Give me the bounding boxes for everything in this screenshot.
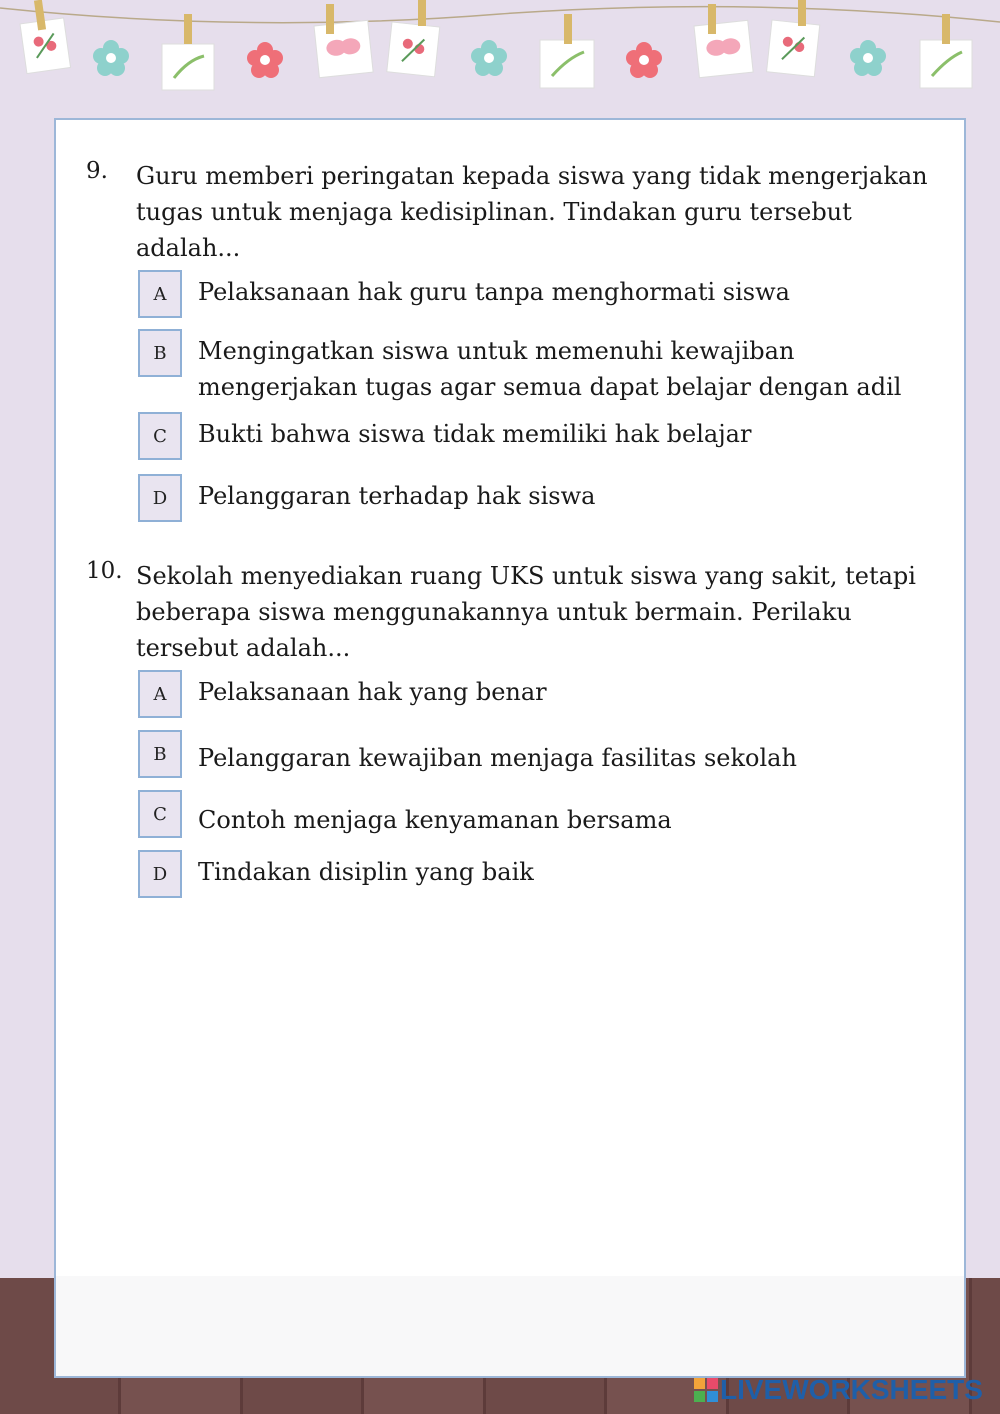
- teal-flower-icon: [850, 40, 886, 76]
- option-letter-box[interactable]: B: [138, 730, 182, 778]
- option-letter-box[interactable]: B: [138, 329, 182, 377]
- decorative-garland: [0, 0, 1000, 100]
- option-text: Bukti bahwa siswa tidak memiliki hak belajar: [198, 420, 752, 448]
- option-text: Pelanggaran terhadap hak siswa: [198, 482, 596, 510]
- option-text: Mengingatkan siswa untuk memenuhi kewajiban mengerjakan tugas agar semua dapat belajar dengan adil: [198, 337, 902, 401]
- option-text: Pelaksanaan hak guru tanpa menghormati siswa: [198, 278, 790, 306]
- leaf-card-icon: [920, 40, 972, 88]
- option-text: Pelanggaran kewajiban menjaga fasilitas sekolah: [198, 744, 797, 772]
- question-number: 10.: [86, 558, 123, 584]
- teal-flower-icon: [93, 40, 129, 76]
- option-letter-box[interactable]: C: [138, 790, 182, 838]
- leaf-card-icon: [540, 40, 594, 88]
- option-text: Tindakan disiplin yang baik: [198, 858, 534, 886]
- flower-card-icon: [767, 20, 820, 77]
- clothespin-icon: [798, 0, 806, 26]
- clothespin-icon: [326, 4, 334, 34]
- leaf-card-icon: [162, 44, 214, 90]
- butterfly-card-icon: [694, 20, 753, 77]
- option-letter-box[interactable]: C: [138, 412, 182, 460]
- clothespin-icon: [708, 4, 716, 34]
- clothespin-icon: [184, 14, 192, 44]
- worksheet-paper: [54, 118, 966, 1378]
- option-letter-box[interactable]: D: [138, 850, 182, 898]
- question-text: Sekolah menyediakan ruang UKS untuk siswa yang sakit, tetapi beberapa siswa menggunakannya untuk bermain. Perilaku tersebut adalah...: [136, 562, 916, 662]
- pink-flower-icon: [247, 42, 283, 78]
- brand-name: LIVEWORKSHEETS: [720, 1374, 983, 1405]
- liveworksheets-brand: [694, 1374, 983, 1406]
- liveworksheets-logo-icon: [694, 1378, 718, 1402]
- question-text: Guru memberi peringatan kepada siswa yang tidak mengerjakan tugas untuk menjaga kedisiplinan. Tindakan guru tersebut adalah...: [136, 162, 928, 262]
- flower-card-icon: [387, 22, 440, 77]
- option-letter-box[interactable]: D: [138, 474, 182, 522]
- teal-flower-icon: [471, 40, 507, 76]
- butterfly-card-icon: [314, 20, 373, 77]
- option-letter-box[interactable]: A: [138, 670, 182, 718]
- option-letter-box[interactable]: A: [138, 270, 182, 318]
- clothespin-icon: [418, 0, 426, 26]
- pink-flower-icon: [626, 42, 662, 78]
- paper-bottom-shade: [56, 1276, 964, 1376]
- option-text: Contoh menjaga kenyamanan bersama: [198, 806, 672, 834]
- clothespin-icon: [942, 14, 950, 44]
- option-text: Pelaksanaan hak yang benar: [198, 678, 547, 706]
- clothespin-icon: [564, 14, 572, 44]
- question-number: 9.: [86, 158, 108, 184]
